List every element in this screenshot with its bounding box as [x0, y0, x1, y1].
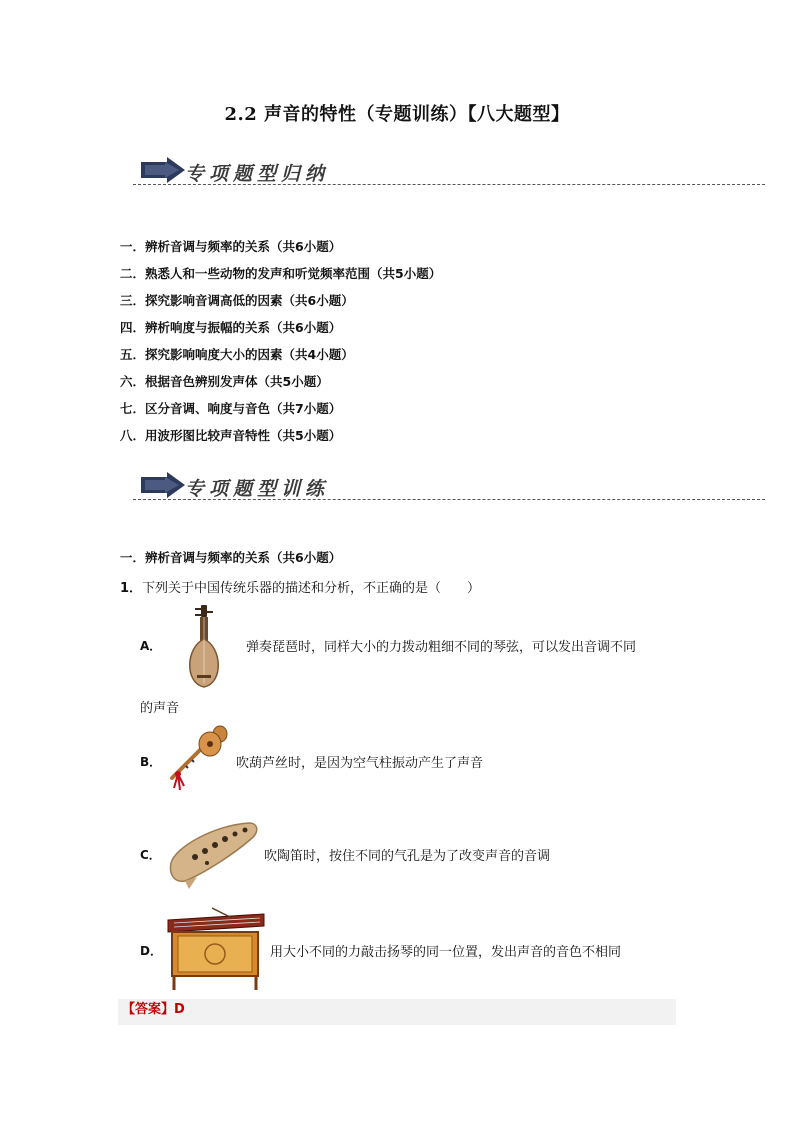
toc-item: 七．区分音调、响度与音色（共7小题） — [120, 401, 342, 416]
pipa-icon — [178, 603, 230, 689]
option-a-label: A． — [140, 639, 162, 653]
question-number: 1． — [120, 581, 143, 596]
arrow-icon — [141, 472, 185, 498]
arrow-icon — [141, 157, 185, 183]
section-banner-training — [133, 472, 765, 508]
section-banner-summary — [133, 157, 765, 193]
section-heading: 一．辨析音调与频率的关系（共6小题） — [120, 550, 342, 565]
question-text: 下列关于中国传统乐器的描述和分析，不正确的是（ ） — [142, 581, 481, 596]
dashed-divider — [133, 499, 765, 500]
toc-item: 一．辨析音调与频率的关系（共6小题） — [120, 239, 342, 254]
option-a-text-cont: 的声音 — [140, 701, 180, 716]
option-d-label: D． — [140, 944, 162, 958]
toc-list — [120, 238, 441, 454]
option-b-text: 吹葫芦丝时，是因为空气柱振动产生了声音 — [236, 756, 484, 771]
hulusi-icon — [164, 722, 234, 794]
answer-value: D — [174, 1002, 185, 1017]
toc-item: 八．用波形图比较声音特性（共5小题） — [120, 428, 342, 443]
answer-box — [118, 999, 676, 1025]
answer-label: 【答案】 — [122, 1002, 175, 1017]
toc-item: 四．辨析响度与振幅的关系（共6小题） — [120, 320, 342, 335]
question-1 — [120, 577, 480, 596]
toc-item: 三．探究影响音调高低的因素（共6小题） — [120, 293, 354, 308]
option-c-label: C． — [140, 848, 161, 862]
toc-item: 五．探究影响响度大小的因素（共4小题） — [120, 347, 354, 362]
toc-item: 六．根据音色辨别发声体（共5小题） — [120, 374, 329, 389]
yangqin-icon — [164, 906, 268, 990]
option-d-text: 用大小不同的力敲击扬琴的同一位置，发出声音的音色不相同 — [270, 945, 622, 960]
dashed-divider — [133, 184, 765, 185]
option-c-text: 吹陶笛时，按住不同的气孔是为了改变声音的音调 — [264, 849, 551, 864]
option-a-text: 弹奏琵琶时，同样大小的力拨动粗细不同的琴弦，可以发出音调不同 — [246, 640, 637, 655]
page-title: 2.2 声音的特性（专题训练）【八大题型】 — [224, 104, 570, 125]
option-b-label: B． — [140, 755, 162, 769]
toc-item: 二．熟悉人和一些动物的发声和听觉频率范围（共5小题） — [120, 266, 442, 281]
ocarina-icon — [165, 817, 261, 889]
banner-title: 专项题型归纳 — [185, 163, 330, 185]
banner-title: 专项题型训练 — [185, 478, 330, 500]
